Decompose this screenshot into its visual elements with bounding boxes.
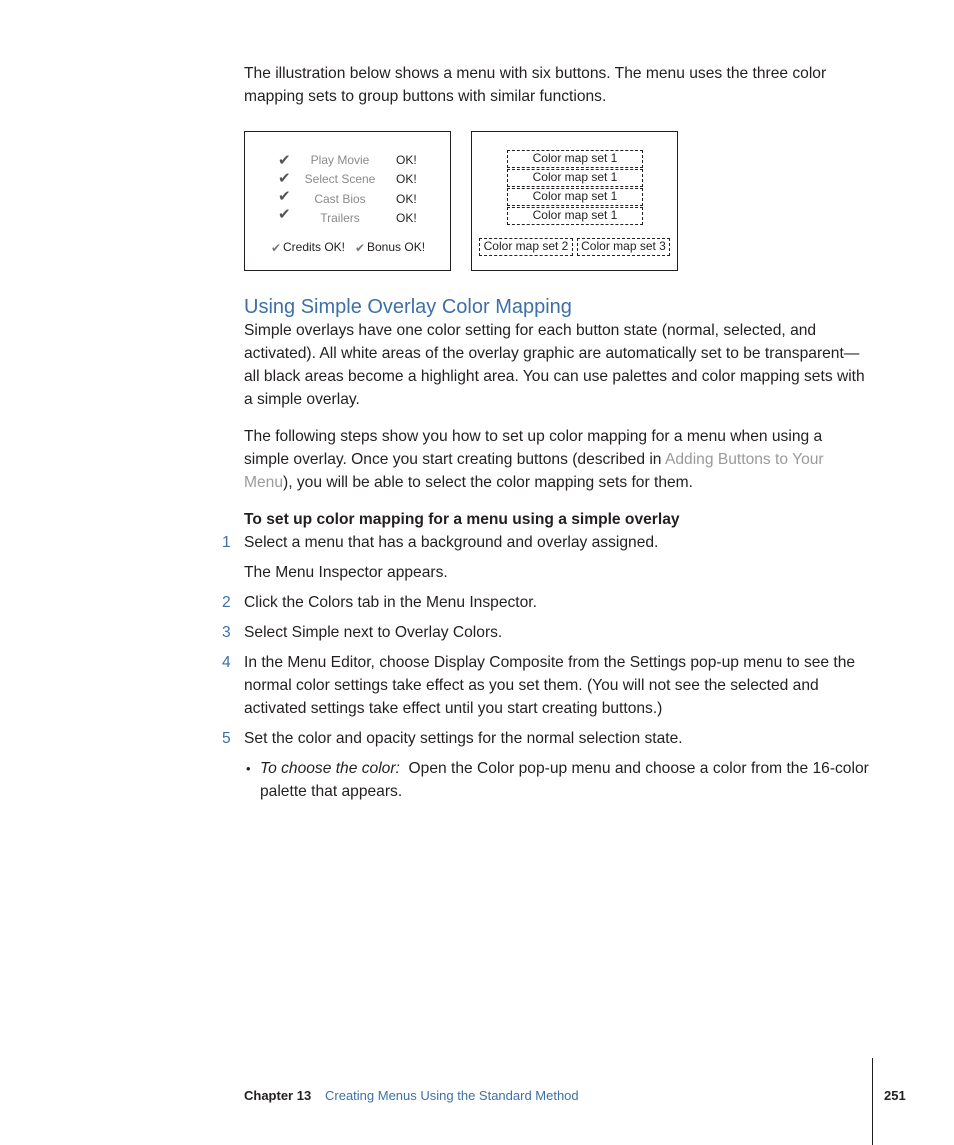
step-number: 5 [222, 730, 231, 747]
checkmark-icon: ✔ [271, 241, 282, 255]
paragraph [244, 425, 869, 494]
checkmark-icon: ✔ [355, 241, 366, 255]
step-number: 2 [222, 594, 231, 611]
menu-button-label: Select Scene [304, 172, 376, 186]
step-text: Select a menu that has a background and overlay assigned. [244, 534, 659, 551]
color-map-set-box: Color map set 1 [507, 150, 643, 168]
page-number: 251 [884, 1088, 906, 1103]
color-map-set-box: Color map set 1 [507, 207, 643, 225]
figure-menu-buttons [244, 131, 451, 271]
status-label: OK! [396, 153, 417, 167]
checkmark-icon: ✔ [278, 170, 291, 187]
color-map-set-box: Color map set 3 [577, 238, 670, 256]
status-label: OK! [396, 192, 417, 206]
step-text: Click the Colors tab in the Menu Inspector. [244, 594, 537, 611]
intro-paragraph: The illustration below shows a menu with six buttons. The menu uses the three color mapping sets to group buttons with similar functions. [244, 65, 827, 105]
menu-button-label: Play Movie [310, 153, 370, 167]
step-number: 4 [222, 654, 231, 671]
bullet-icon: • [246, 761, 251, 776]
step-text: Set the color and opacity settings for the normal selection state. [244, 730, 683, 747]
cross-reference-link[interactable]: Adding Buttons to Your Menu [244, 451, 824, 491]
color-map-set-box: Color map set 1 [507, 188, 643, 206]
section-heading: Using Simple Overlay Color Mapping [244, 296, 572, 318]
footer-chapter-title: Creating Menus Using the Standard Method [325, 1088, 579, 1103]
menu-button-label: Cast Bios [314, 192, 366, 206]
bullet-text: Open the Color pop-up menu and choose a color from the 16-color palette that appears. [260, 760, 869, 800]
footer-divider [872, 1058, 873, 1145]
step-text: In the Menu Editor, choose Display Composite from the Settings pop-up menu to see the normal color settings take effect as you set them. (You will not see the selected and activated settings take effect until you start creating buttons.) [244, 654, 856, 717]
status-label: OK! [396, 172, 417, 186]
color-map-set-box: Color map set 2 [479, 238, 573, 256]
step-number: 1 [222, 534, 231, 551]
credits-label: Credits OK! [283, 240, 346, 254]
figure-color-map-sets [471, 131, 678, 271]
checkmark-icon: ✔ [278, 188, 291, 205]
bonus-label: Bonus OK! [367, 240, 426, 254]
step-number: 3 [222, 624, 231, 641]
paragraph: Simple overlays have one color setting for each button state (normal, selected, and activated). All white areas of the overlay graphic are automatically set to be transparent—all black areas become a highlight area. You can use palettes and color mapping sets with a simple overlay. [244, 322, 865, 408]
step-result-text: The Menu Inspector appears. [244, 564, 448, 581]
paragraph-text: The following steps show you how to set up color mapping for a menu when using a simple overlay. Once you start creating buttons (described in [244, 428, 823, 468]
bullet-lead-in: To choose the color: [260, 760, 400, 777]
step-text: Select Simple next to Overlay Colors. [244, 624, 503, 641]
color-map-set-box: Color map set 1 [507, 169, 643, 187]
checkmark-icon: ✔ [278, 152, 291, 169]
paragraph-text: ), you will be able to select the color mapping sets for them. [283, 474, 693, 491]
menu-button-label: Trailers [320, 211, 360, 225]
bullet-item [260, 757, 880, 803]
footer-chapter: Chapter 13 [244, 1088, 312, 1103]
steps-title: To set up color mapping for a menu using a simple overlay [244, 511, 680, 528]
checkmark-icon: ✔ [278, 206, 291, 223]
status-label: OK! [396, 211, 417, 225]
